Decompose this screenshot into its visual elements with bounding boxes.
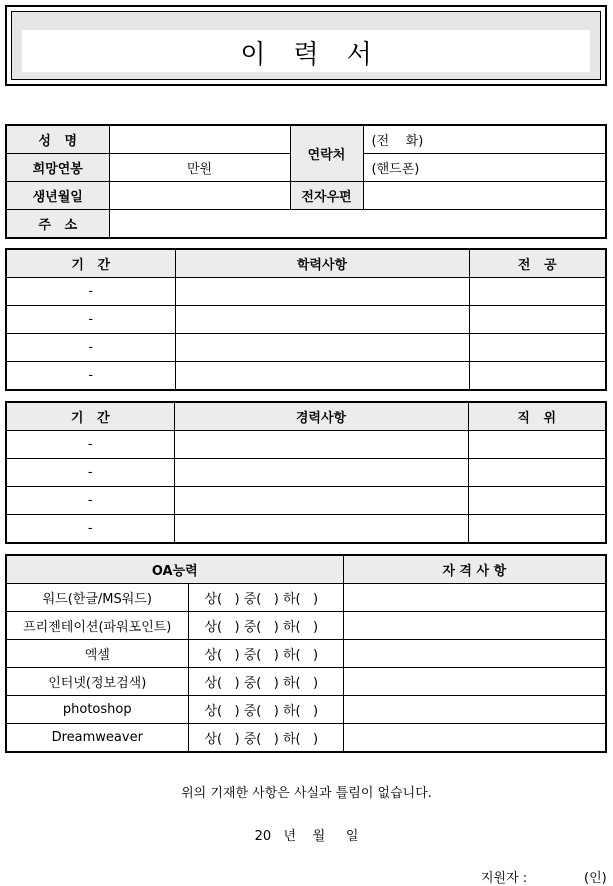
oa-skill-rating[interactable]: 상( ) 중( ) 하( ) <box>188 612 343 640</box>
personal-info-table <box>5 124 607 239</box>
certificate-field[interactable] <box>343 612 606 640</box>
career-position-header: 직 위 <box>468 402 606 431</box>
certificate-field[interactable] <box>343 668 606 696</box>
oa-skill-name: 엑셀 <box>6 640 188 668</box>
education-major-header: 전 공 <box>469 249 606 278</box>
career-period[interactable]: - <box>6 515 174 544</box>
education-period[interactable]: - <box>6 334 175 362</box>
address-field[interactable] <box>109 210 606 239</box>
birth-label: 생년월일 <box>6 182 109 210</box>
career-position[interactable] <box>468 431 606 459</box>
career-period-header: 기 간 <box>6 402 174 431</box>
career-position[interactable] <box>468 487 606 515</box>
education-period[interactable]: - <box>6 278 175 306</box>
skills-table <box>5 554 607 753</box>
education-period[interactable]: - <box>6 362 175 391</box>
birth-field[interactable] <box>109 182 290 210</box>
certificate-field[interactable] <box>343 696 606 724</box>
education-period-header: 기 간 <box>6 249 175 278</box>
salary-field[interactable]: 만원 <box>109 154 290 182</box>
oa-header: OA능력 <box>6 555 343 584</box>
education-table <box>5 248 607 391</box>
oa-skill-rating[interactable]: 상( ) 중( ) 하( ) <box>188 640 343 668</box>
education-school[interactable] <box>175 278 469 306</box>
career-company[interactable] <box>174 459 468 487</box>
title-char-1: 이 <box>240 40 266 70</box>
date-line: 20 년 월 일 <box>254 829 359 844</box>
education-school[interactable] <box>175 362 469 391</box>
career-position[interactable] <box>468 459 606 487</box>
title-box <box>5 5 607 86</box>
education-school-header: 학력사항 <box>175 249 469 278</box>
oa-skill-rating[interactable]: 상( ) 중( ) 하( ) <box>188 724 343 753</box>
mobile-field[interactable]: (핸드폰) <box>363 154 606 182</box>
education-period[interactable]: - <box>6 306 175 334</box>
education-school[interactable] <box>175 334 469 362</box>
oa-skill-name: Dreamweaver <box>6 724 188 753</box>
seal-mark: (인) <box>584 871 607 886</box>
career-company[interactable] <box>174 487 468 515</box>
education-major[interactable] <box>469 306 606 334</box>
page-title <box>7 34 605 71</box>
statement: 위의 기재한 사항은 사실과 틀림이 없습니다. <box>181 786 432 801</box>
education-school[interactable] <box>175 306 469 334</box>
oa-skill-rating[interactable]: 상( ) 중( ) 하( ) <box>188 696 343 724</box>
title-char-2: 력 <box>293 40 319 70</box>
oa-skill-name: 프리젠테이션(파워포인트) <box>6 612 188 640</box>
career-company-header: 경력사항 <box>174 402 468 431</box>
career-position[interactable] <box>468 515 606 544</box>
contact-label: 연락처 <box>290 125 363 182</box>
education-major[interactable] <box>469 334 606 362</box>
certificate-field[interactable] <box>343 640 606 668</box>
applicant-label: 지원자 : <box>481 871 528 886</box>
oa-skill-rating[interactable]: 상( ) 중( ) 하( ) <box>188 584 343 612</box>
oa-skill-name: photoshop <box>6 696 188 724</box>
education-major[interactable] <box>469 278 606 306</box>
education-major[interactable] <box>469 362 606 391</box>
oa-skill-name: 워드(한글/MS워드) <box>6 584 188 612</box>
career-company[interactable] <box>174 431 468 459</box>
name-label: 성 명 <box>6 125 109 154</box>
email-label: 전자우편 <box>290 182 363 210</box>
oa-skill-name: 인터넷(정보검색) <box>6 668 188 696</box>
address-label: 주 소 <box>6 210 109 239</box>
career-period[interactable]: - <box>6 459 174 487</box>
certificate-header: 자 격 사 항 <box>343 555 606 584</box>
certificate-field[interactable] <box>343 584 606 612</box>
salary-label: 희망연봉 <box>6 154 109 182</box>
certificate-field[interactable] <box>343 724 606 753</box>
email-field[interactable] <box>363 182 606 210</box>
career-company[interactable] <box>174 515 468 544</box>
title-char-3: 서 <box>346 40 372 70</box>
career-table <box>5 401 607 544</box>
name-field[interactable] <box>109 125 290 154</box>
oa-skill-rating[interactable]: 상( ) 중( ) 하( ) <box>188 668 343 696</box>
phone-field[interactable]: (전 화) <box>363 125 606 154</box>
career-period[interactable]: - <box>6 431 174 459</box>
career-period[interactable]: - <box>6 487 174 515</box>
